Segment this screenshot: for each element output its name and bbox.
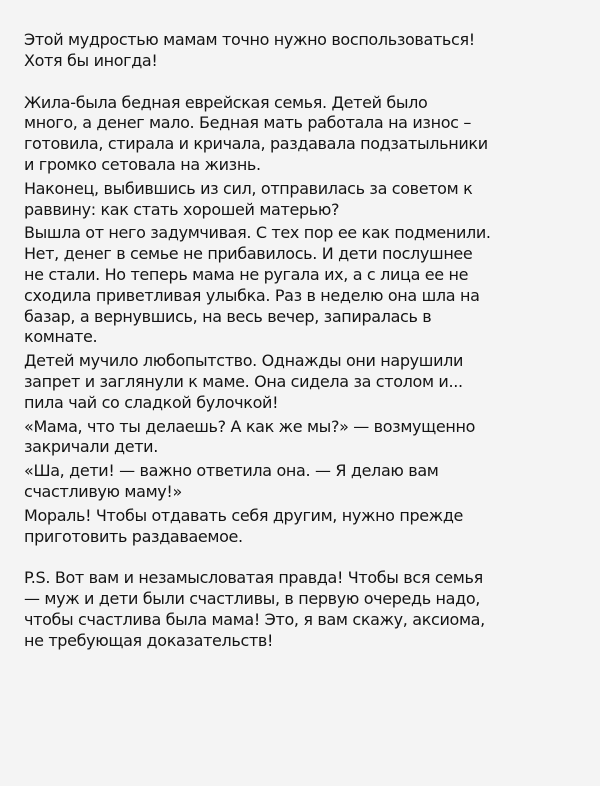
- text-line: чтобы счастлива была мама! Это, я вам скажу, аксиома,: [24, 609, 485, 629]
- text-line: готовила, стирала и кричала, раздавала подзатыльники: [24, 134, 488, 154]
- text-line: закричали дети.: [24, 437, 158, 457]
- text-line: P.S. Вот вам и незамысловатая правда! Чтобы вся семья: [24, 568, 483, 588]
- text-line: Мораль! Чтобы отдавать себя другим, нужно прежде: [24, 505, 464, 525]
- text-line: не требующая доказательств!: [24, 630, 274, 650]
- text-line: счастливую маму!»: [24, 481, 182, 501]
- text-line: запрет и заглянули к маме. Она сидела за столом и...: [24, 371, 463, 391]
- paragraph: [24, 506, 576, 548]
- text-line: базар, а вернувшись, на весь вечер, запиралась в: [24, 306, 432, 326]
- text-line: Вышла от него задумчивая. С тех пор ее как подменили.: [24, 223, 491, 243]
- paragraph: [24, 461, 576, 503]
- text-line: сходила приветливая улыбка. Раз в неделю она шла на: [24, 285, 480, 305]
- text-line: приготовить раздаваемое.: [24, 526, 243, 546]
- paragraph: [24, 568, 576, 651]
- text-line: много, а денег мало. Бедная мать работала на износ –: [24, 113, 471, 133]
- text-line: Наконец, выбившись из сил, отправилась за советом к: [24, 178, 473, 198]
- text-line: и громко сетовала на жизнь.: [24, 154, 261, 174]
- text-line: не стали. Но теперь мама не ругала их, а с лица ее не: [24, 264, 469, 284]
- paragraph-spacer: [24, 547, 576, 568]
- text-line: Детей мучило любопытство. Однажды они нарушили: [24, 351, 464, 371]
- text-line: пила чай со сладкой булочкой!: [24, 392, 279, 412]
- paragraph: [24, 417, 576, 459]
- paragraph: [24, 223, 576, 348]
- text-line: — муж и дети были счастливы, в первую очередь надо,: [24, 589, 481, 609]
- paragraph: [24, 30, 576, 72]
- text-line: «Ша, дети! — важно ответила она. — Я делаю вам: [24, 461, 439, 481]
- text-line: Жила-была бедная еврейская семья. Детей было: [24, 92, 428, 112]
- paragraph: [24, 179, 576, 221]
- text-line: комнате.: [24, 327, 98, 347]
- text-line: раввину: как стать хорошей матерью?: [24, 199, 340, 219]
- text-line: Нет, денег в семье не прибавилось. И дети послушнее: [24, 244, 473, 264]
- paragraph-spacer: [24, 72, 576, 93]
- paragraph: [24, 351, 576, 413]
- text-line: Этой мудростью мамам точно нужно воспользоваться!: [24, 30, 475, 49]
- text-line: «Мама, что ты делаешь? А как же мы?» — возмущенно: [24, 416, 476, 436]
- paragraph: [24, 93, 576, 176]
- text-line: Хотя бы иногда!: [24, 50, 158, 70]
